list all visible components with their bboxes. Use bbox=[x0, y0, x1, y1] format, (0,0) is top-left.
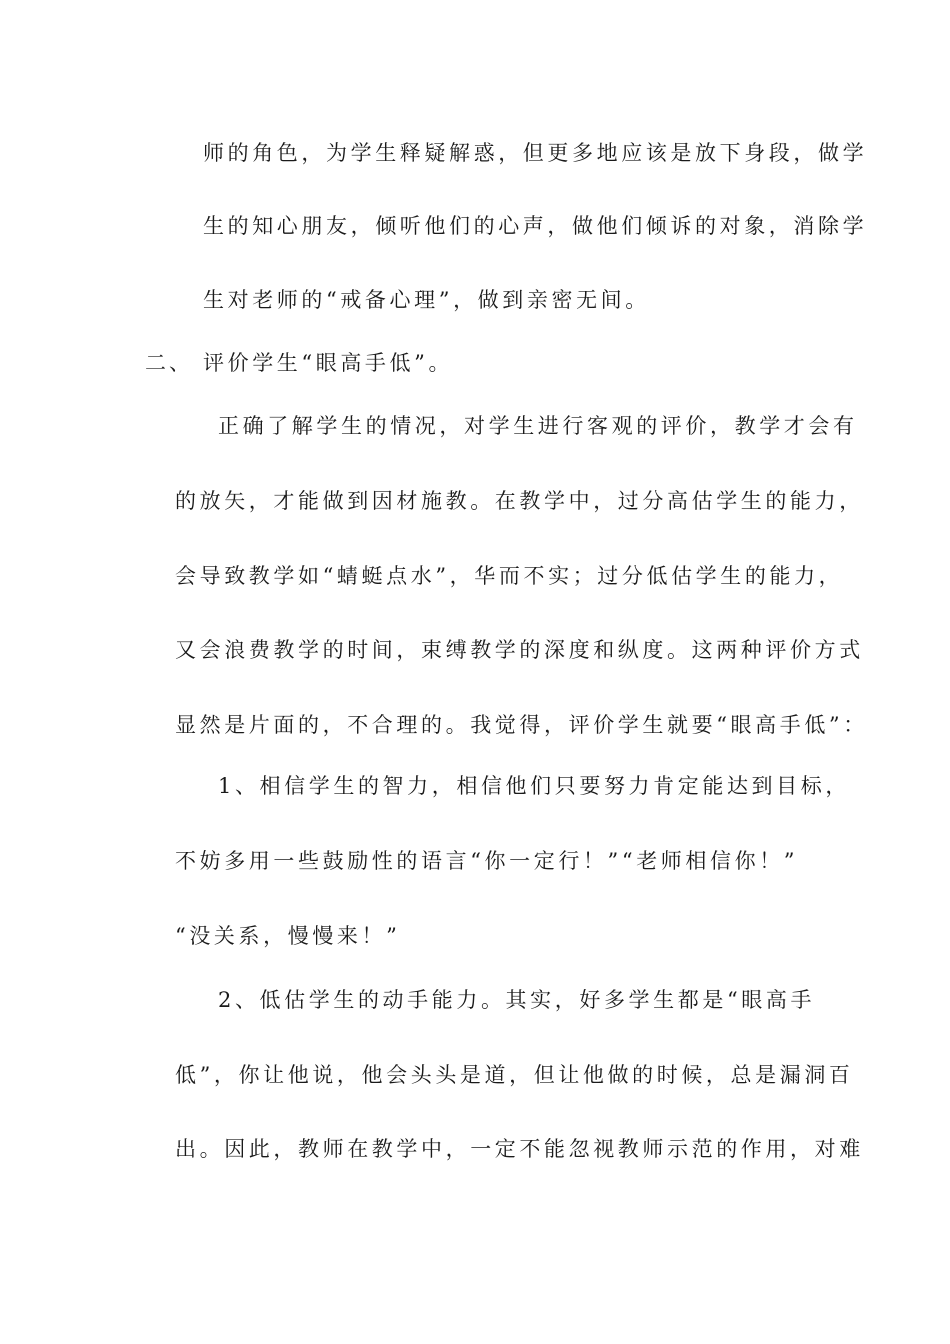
paragraph-2-line-3: 会导致教学如“蜻蜓点水”，华而不实；过分低估学生的能力， bbox=[175, 564, 844, 588]
item-1-line-2: 不妨多用一些鼓励性的语言“你一定行！”“老师相信你！” bbox=[175, 849, 799, 873]
paragraph-1-line-1: 师的角色，为学生释疑解惑，但更多地应该是放下身段，做学 bbox=[203, 141, 868, 165]
paragraph-1-line-2: 生的知心朋友，倾听他们的心声，做他们倾诉的对象，消除学 bbox=[203, 214, 868, 238]
item-2-line-2: 低”，你让他说，他会头头是道，但让他做的时候，总是漏洞百 bbox=[175, 1063, 854, 1087]
paragraph-2-line-2: 的放矢，才能做到因材施教。在教学中，过分高估学生的能力， bbox=[175, 489, 864, 513]
section-2-number: 二、 bbox=[145, 351, 193, 375]
item-2-line-3: 出。因此，教师在教学中，一定不能忽视教师示范的作用，对难 bbox=[175, 1137, 864, 1161]
item-2-line-1: 2、低估学生的动手能力。其实，好多学生都是“眼高手 bbox=[218, 988, 816, 1012]
paragraph-2-line-1: 正确了解学生的情况，对学生进行客观的评价，教学才会有 bbox=[218, 414, 858, 438]
paragraph-2-line-5: 显然是片面的，不合理的。我觉得，评价学生就要“眼高手低”： bbox=[175, 713, 868, 737]
section-2-title: 评价学生“眼高手低”。 bbox=[203, 351, 454, 375]
paragraph-1-line-3: 生对老师的“戒备心理”，做到亲密无间。 bbox=[203, 288, 650, 312]
item-1-line-1: 1、相信学生的智力，相信他们只要努力肯定能达到目标， bbox=[218, 774, 850, 798]
paragraph-2-line-4: 又会浪费教学的时间，束缚教学的深度和纵度。这两种评价方式 bbox=[175, 638, 864, 662]
item-1-line-3: “没关系，慢慢来！” bbox=[175, 924, 401, 948]
